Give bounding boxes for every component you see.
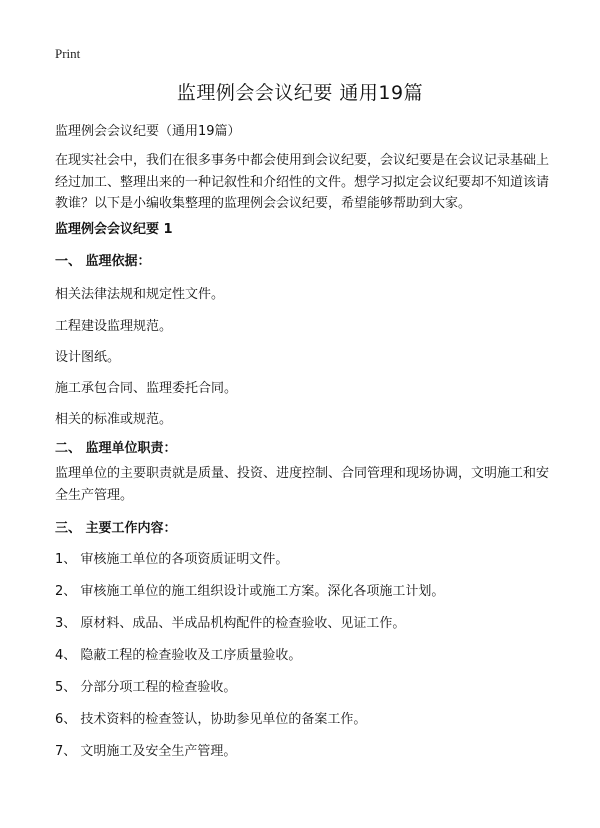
duties-paragraph: 监理单位的主要职责就是质量、投资、进度控制、合同管理和现场协调，文明施工和安全生产管理。	[55, 466, 550, 503]
work-item: 3、 原材料、成品、半成品机构配件的检查验收、见证工作。	[55, 616, 406, 631]
work-item: 5、 分部分项工程的检查验收。	[55, 680, 237, 695]
work-item: 7、 文明施工及安全生产管理。	[55, 744, 237, 759]
basis-item: 设计图纸。	[55, 350, 121, 365]
document-subtitle: 监理例会会议纪要（通用19篇）	[55, 124, 241, 139]
print-label: Print	[55, 46, 81, 61]
intro-paragraph: 在现实社会中，我们在很多事务中都会使用到会议纪要，会议纪要是在会议记录基础上经过加工、整理出来的一种记叙性和介绍性的文件。想学习拟定会议纪要却不知道该请教谁？以下是小编收集整理的监理例会会议纪要，希望能够帮助到大家。	[55, 153, 550, 211]
basis-heading: 一、 监理依据：	[55, 254, 151, 269]
basis-item: 相关法律法规和规定性文件。	[55, 287, 225, 302]
work-item: 1、 审核施工单位的各项资质证明文件。	[55, 552, 289, 567]
basis-item: 工程建设监理规范。	[55, 319, 173, 334]
basis-item: 相关的标准或规范。	[55, 412, 173, 427]
basis-item: 施工承包合同、监理委托合同。	[55, 381, 238, 396]
duties-heading: 二、 监理单位职责：	[55, 441, 177, 456]
work-heading: 三、 主要工作内容：	[55, 521, 177, 536]
work-item: 6、 技术资料的检查签认，协助参见单位的备案工作。	[55, 712, 367, 727]
work-item: 4、 隐蔽工程的检查验收及工序质量验收。	[55, 648, 302, 663]
work-item: 2、 审核施工单位的施工组织设计或施工方案。深化各项施工计划。	[55, 584, 445, 599]
document-title: 监理例会会议纪要 通用19篇	[176, 82, 424, 104]
section-heading: 监理例会会议纪要 1	[55, 222, 173, 237]
